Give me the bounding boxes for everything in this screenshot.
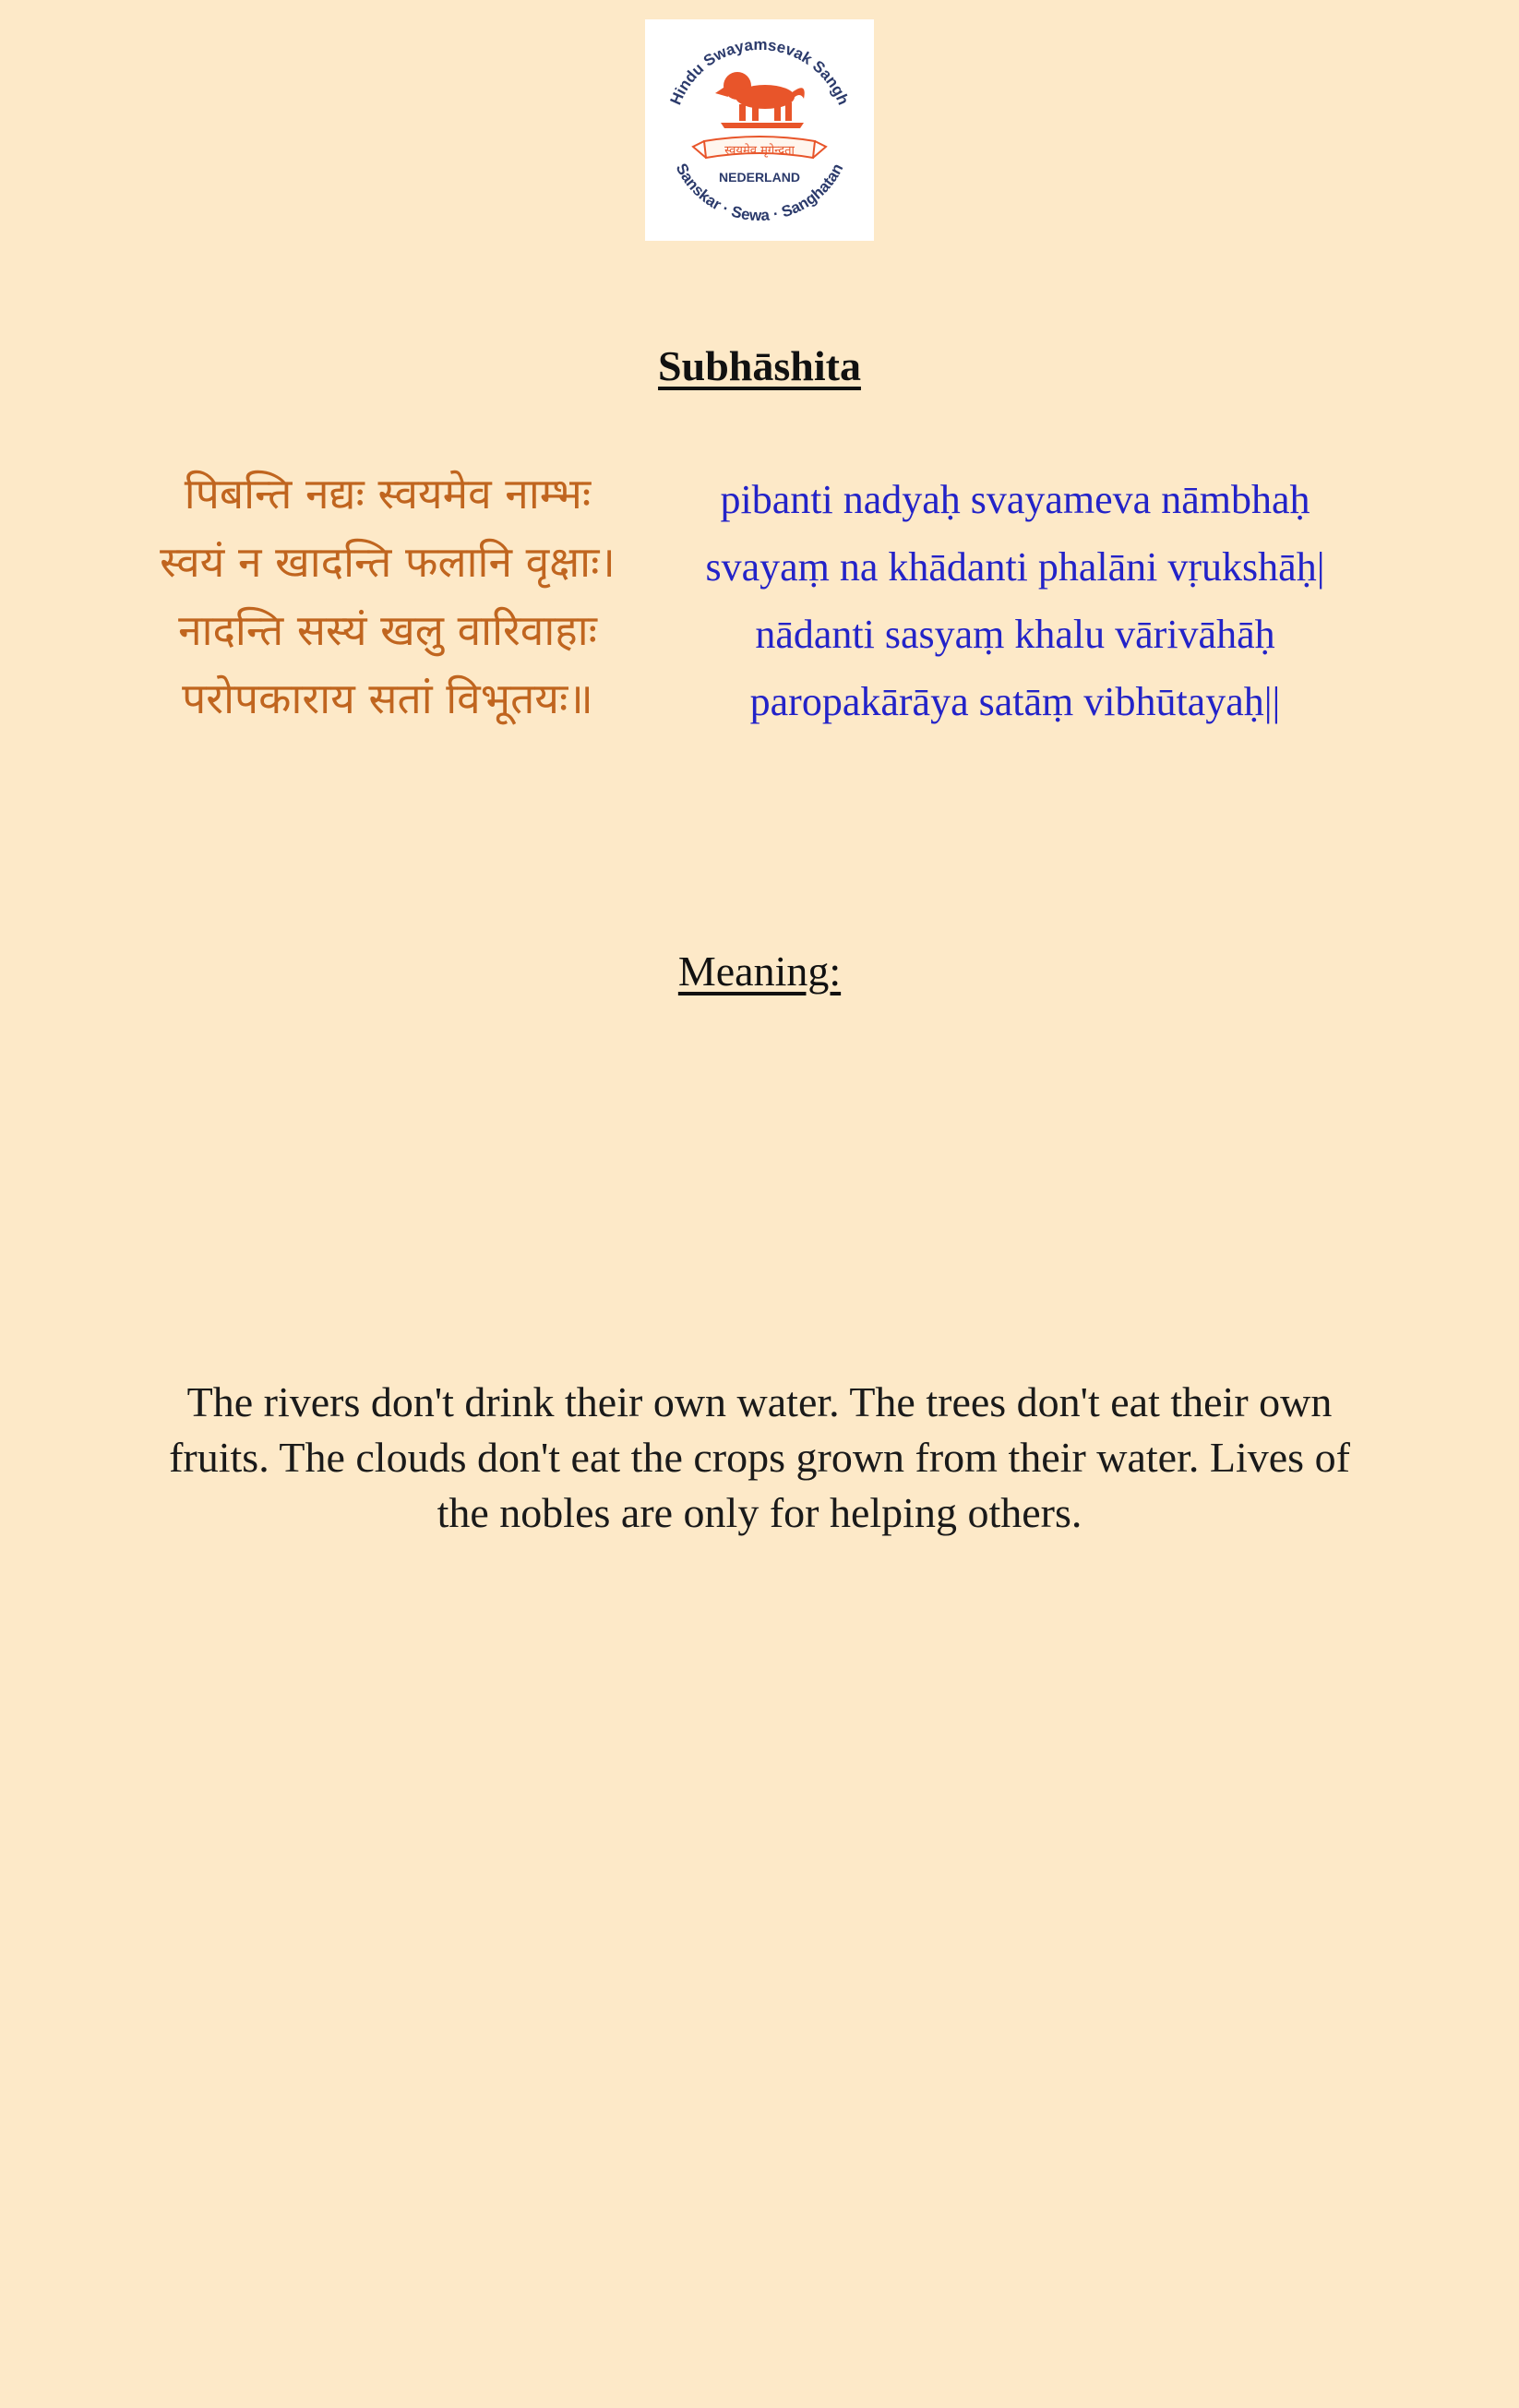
lion-icon	[715, 72, 805, 128]
sanskrit-line: परोपकाराय सतां विभूतयः॥	[182, 674, 593, 723]
logo-country-text: NEDERLAND	[719, 170, 800, 185]
page-title	[0, 334, 1519, 399]
sanskrit-line: नादन्ति सस्यं खलु वारिवाहाः	[178, 605, 597, 655]
transliteration-verse	[646, 466, 1384, 735]
meaning-text: The rivers don't drink their own water. The trees don't eat their own fruits. The clouds don't eat the crops grown from their water. Lives of the nobles are only for helping others.	[169, 1378, 1350, 1536]
hss-logo	[645, 19, 874, 241]
logo-arc-top-text: Hindu Swayamsevak Sangh	[666, 35, 853, 108]
transliteration-line: svayaṃ na khādanti phalāni vṛukshāḥ|	[705, 544, 1325, 590]
transliteration-line: paropakārāya satāṃ vibhūtayaḥ||	[749, 679, 1281, 724]
logo-arc-bottom-text: Sanskar · Sewa · Sanghatan	[672, 160, 847, 225]
logo-banner-text: स्वयमेव मृगेन्द्रता	[724, 144, 795, 158]
transliteration-line: pibanti nadyaḥ svayameva nāmbhaḥ	[720, 477, 1310, 522]
meaning-heading-text: Meaning:	[677, 948, 842, 995]
transliteration-line: nādanti sasyaṃ khalu vārivāhāḥ	[755, 612, 1275, 657]
logo-banner	[693, 137, 826, 158]
meaning-heading	[0, 939, 1519, 1004]
sanskrit-line: पिबन्ति नद्यः स्वयमेव नाम्भः	[184, 469, 592, 519]
page-title-text: Subhāshita	[658, 342, 861, 389]
sanskrit-line: स्वयं न खादन्ति फलानि वृक्षाः।	[160, 537, 616, 587]
sanskrit-verse	[129, 466, 646, 739]
